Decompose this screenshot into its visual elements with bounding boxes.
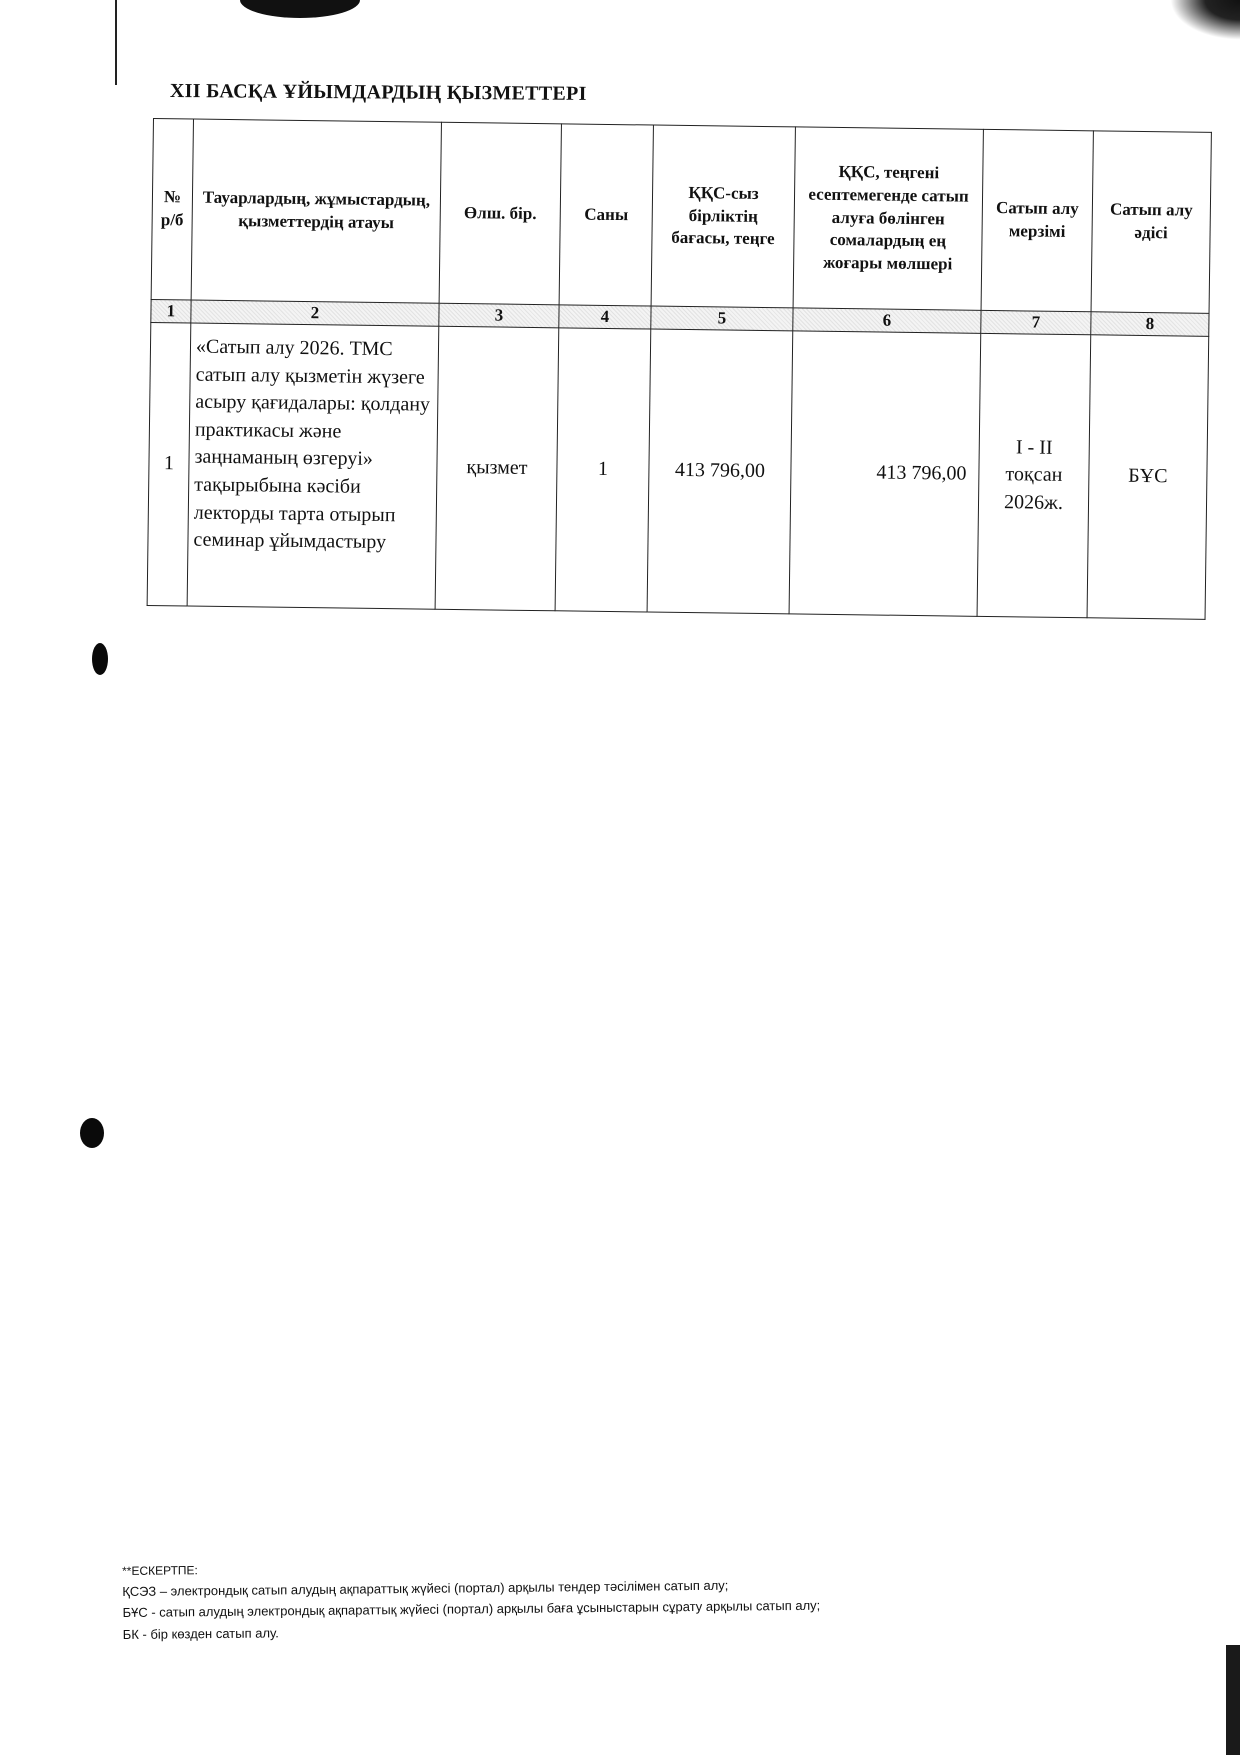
- period-year: 2026ж.: [1003, 490, 1064, 514]
- column-number: 4: [559, 305, 651, 329]
- page-title: XII БАСҚА ҰЙЫМДАРДЫҢ ҚЫЗМЕТТЕРІ: [169, 80, 587, 105]
- item-max-amount: 413 796,00: [789, 331, 981, 616]
- column-number: 1: [151, 299, 191, 323]
- footnote-line: ҚСЭЗ – электрондық сатып алудың ақпараттық жүйесі (портал) арқылы тендер тәсілімен сатып алу;: [122, 1578, 729, 1600]
- punch-hole: [92, 643, 108, 675]
- column-number: 8: [1091, 312, 1209, 337]
- punch-hole: [80, 1118, 104, 1148]
- column-number: 5: [651, 306, 793, 331]
- scan-artifact-corner: [1170, 0, 1240, 40]
- column-number: 2: [191, 300, 439, 326]
- column-number: 6: [793, 308, 981, 333]
- scan-artifact-line: [115, 0, 117, 85]
- item-period: [977, 333, 1091, 617]
- header-method: Сатып алу әдісі: [1091, 131, 1211, 314]
- footnote-line: БҰС - сатып алудың электрондық ақпараттық жүйесі (портал) арқылы баға ұсыныстарын сұрату арқылы сатып алу;: [122, 1598, 821, 1621]
- footnotes: [122, 1555, 821, 1645]
- item-quantity: 1: [555, 328, 651, 612]
- item-unit-price: 413 796,00: [647, 329, 793, 614]
- footnote-heading: **ЕСКЕРТПЕ:: [122, 1563, 198, 1578]
- table-row: [147, 322, 1209, 619]
- period-unit: тоқсан: [1005, 463, 1063, 487]
- table-header-row: [151, 119, 1211, 314]
- row-number: 1: [147, 322, 191, 605]
- item-method: БҰС: [1087, 335, 1209, 620]
- header-quantity: Саны: [559, 124, 653, 306]
- column-number: 7: [981, 310, 1091, 334]
- procurement-table: [147, 118, 1212, 620]
- header-max-amount: ҚҚС, теңгені есептемегенде сатып алуға бөлінген сомалардың ең жоғары мөлшері: [793, 127, 983, 310]
- header-period: Сатып алу мерзімі: [981, 129, 1093, 311]
- scan-artifact-top: [240, 0, 360, 18]
- item-unit: қызмет: [435, 326, 559, 611]
- footnote-line: БК - бір көзден сатып алу.: [122, 1624, 279, 1642]
- procurement-table-wrapper: [147, 118, 1211, 620]
- period-range: I - II: [1015, 435, 1053, 459]
- header-name: Тауарлардың, жұмыстардың, қызметтердің атауы: [191, 119, 441, 303]
- header-unit-price: ҚҚС-сыз бірліктің бағасы, теңге: [651, 125, 795, 308]
- header-number: № р/б: [151, 119, 193, 301]
- header-unit: Өлш. бір.: [439, 122, 561, 305]
- column-number: 3: [439, 303, 559, 328]
- scan-artifact-edge: [1226, 1645, 1240, 1755]
- item-name: «Сатып алу 2026. ТМС сатып алу қызметін жүзеге асыру қағидалары: қолдану практикасы және заңнаманың өзгеруі» тақырыбына кәсіби лекторды тарта отырып семинар ұйымдастыру: [187, 323, 439, 609]
